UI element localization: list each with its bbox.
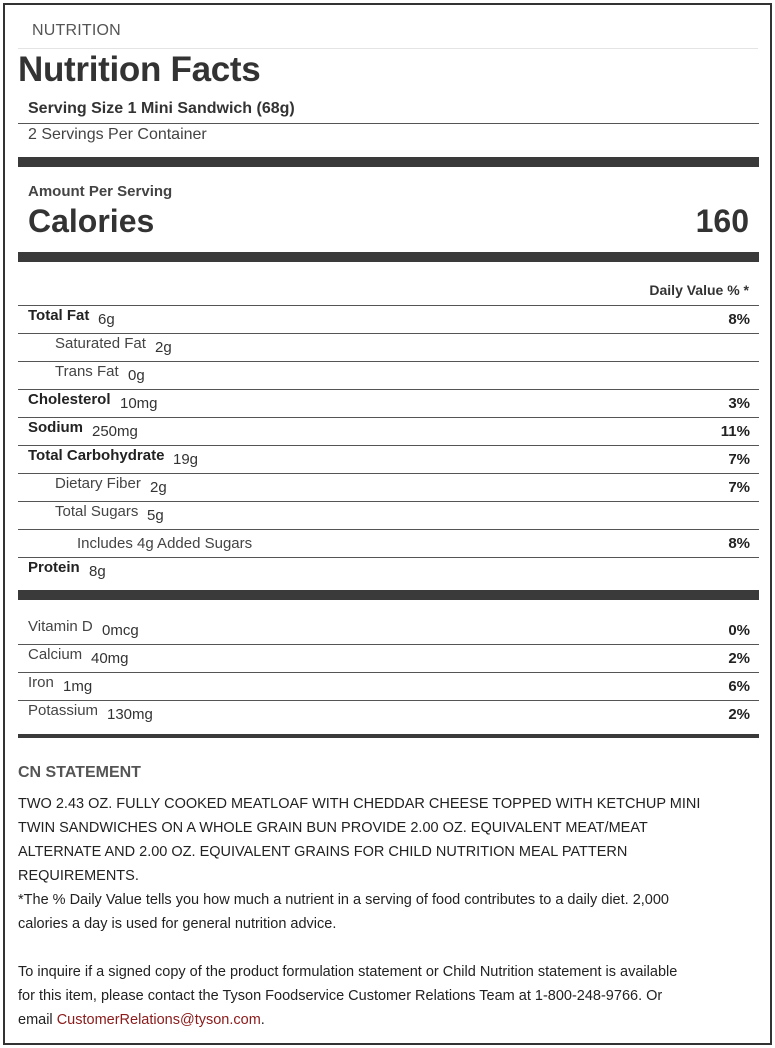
cn-statement-title: CN STATEMENT (18, 764, 141, 781)
nutrient-row (18, 417, 759, 445)
cn-statement-line: TWIN SANDWICHES ON A WHOLE GRAIN BUN PROVIDE 2.00 OZ. EQUIVALENT MEAT/MEAT (18, 820, 648, 836)
nutrient-name: Dietary Fiber (55, 475, 141, 492)
cn-statement-line: TWO 2.43 OZ. FULLY COOKED MEATLOAF WITH CHEDDAR CHEESE TOPPED WITH KETCHUP MINI (18, 796, 701, 812)
divider (18, 734, 759, 738)
nutrient-amount: 10mg (120, 395, 158, 412)
calories-label: Calories (28, 203, 155, 239)
contact-line: To inquire if a signed copy of the product formulation statement or Child Nutrition statement is available (18, 964, 678, 980)
nutrient-row (18, 361, 759, 389)
daily-value-percent: 11% (720, 423, 750, 440)
nutrient-row (18, 616, 759, 644)
nutrient-name: Vitamin D (28, 618, 93, 635)
nutrient-amount: 6g (98, 311, 115, 328)
nutrient-row (18, 473, 759, 501)
nutrient-name: Total Sugars (55, 503, 139, 520)
section-label: NUTRITION (32, 22, 121, 39)
nutrient-name: Calcium (28, 646, 83, 663)
nutrient-name: Sodium (28, 419, 83, 436)
daily-value-percent: 8% (728, 311, 750, 328)
nutrient-name: Iron (28, 674, 54, 691)
daily-value-percent: 3% (728, 395, 750, 412)
nutrient-row (18, 501, 759, 529)
nutrient-amount: 8g (89, 563, 106, 580)
daily-value-percent: 8% (728, 535, 750, 552)
daily-value-header: Daily Value % * (649, 282, 749, 298)
contact-email-suffix: . (260, 1012, 265, 1028)
nutrient-amount: 0g (128, 367, 145, 384)
divider (18, 48, 758, 49)
daily-value-footnote: *The % Daily Value tells you how much a nutrient in a serving of food contributes to a daily diet. 2,000 (18, 892, 669, 908)
nutrient-row (18, 445, 759, 473)
contact-email-prefix: email (18, 1012, 57, 1028)
nutrient-row (18, 305, 759, 333)
nutrient-row (18, 557, 759, 585)
nutrient-name: Protein (28, 559, 80, 576)
divider (18, 123, 759, 124)
page-title: Nutrition Facts (18, 50, 261, 89)
contact-line (18, 1008, 753, 1032)
thick-divider (18, 252, 759, 262)
nutrient-name: Trans Fat (55, 363, 119, 380)
daily-value-percent: 7% (728, 479, 750, 496)
nutrient-name: Potassium (28, 702, 99, 719)
nutrient-amount: 2g (150, 479, 167, 496)
daily-value-percent: 2% (728, 706, 750, 723)
nutrient-name: Total Carbohydrate (28, 447, 165, 464)
nutrient-amount: 19g (173, 451, 199, 468)
servings-per-container: 2 Servings Per Container (28, 126, 207, 143)
thick-divider (18, 157, 759, 167)
nutrient-row (18, 644, 759, 672)
nutrient-row (18, 700, 759, 728)
nutrient-name: Total Fat (28, 307, 90, 324)
cn-statement-text (18, 792, 753, 936)
serving-size: Serving Size 1 Mini Sandwich (68g) (28, 100, 295, 117)
daily-value-percent: 0% (728, 622, 750, 639)
nutrient-amount: 1mg (63, 678, 93, 695)
nutrient-amount: 2g (155, 339, 172, 356)
nutrient-row (18, 529, 759, 557)
contact-line: for this item, please contact the Tyson Foodservice Customer Relations Team at 1-800-248-9766. Or (18, 988, 663, 1004)
nutrient-name: Includes 4g Added Sugars (77, 535, 253, 552)
nutrient-amount: 130mg (107, 706, 153, 723)
nutrient-row (18, 389, 759, 417)
nutrient-amount: 0mcg (102, 622, 139, 639)
cn-statement-line: ALTERNATE AND 2.00 OZ. EQUIVALENT GRAINS FOR CHILD NUTRITION MEAL PATTERN (18, 844, 628, 860)
nutrient-name: Cholesterol (28, 391, 111, 408)
nutrient-name: Saturated Fat (55, 335, 146, 352)
cn-statement-line: REQUIREMENTS. (18, 868, 139, 884)
nutrient-row (18, 333, 759, 361)
contact-info (18, 960, 753, 1032)
nutrient-amount: 5g (147, 507, 164, 524)
daily-value-footnote: calories a day is used for general nutrition advice. (18, 916, 337, 932)
nutrient-amount: 40mg (91, 650, 129, 667)
daily-value-percent: 7% (728, 451, 750, 468)
daily-value-percent: 6% (728, 678, 750, 695)
nutrient-amount: 250mg (92, 423, 138, 440)
daily-value-percent: 2% (728, 650, 750, 667)
amount-per-serving-label: Amount Per Serving (28, 183, 173, 200)
nutrient-row (18, 672, 759, 700)
thick-divider (18, 590, 759, 600)
email-link[interactable]: CustomerRelations@tyson.com (56, 1012, 261, 1028)
calories-value: 160 (695, 203, 749, 239)
